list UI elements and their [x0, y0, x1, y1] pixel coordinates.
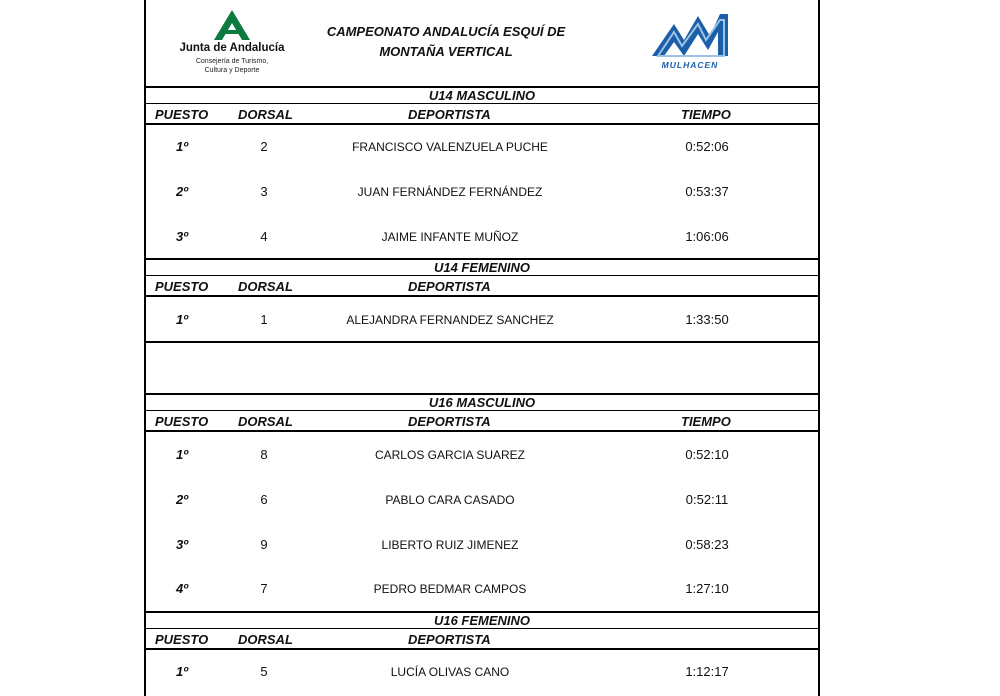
- time-cell: 0:52:06: [685, 139, 729, 154]
- mulhacen-logo: [648, 10, 734, 72]
- bib-cell: 9: [260, 537, 268, 552]
- section-title: U16 FEMENINO: [433, 613, 531, 628]
- bib-cell: 5: [260, 664, 268, 679]
- col-header-deportista: DEPORTISTA: [408, 107, 491, 122]
- row-divider: [144, 648, 820, 650]
- col-header-dorsal: DORSAL: [238, 632, 293, 647]
- col-header-puesto: PUESTO: [155, 107, 209, 122]
- row-divider: [144, 430, 820, 432]
- bib-cell: 2: [260, 139, 268, 154]
- position-cell: 1º: [176, 139, 188, 154]
- athlete-name-cell: LUCÍA OLIVAS CANO: [390, 665, 510, 679]
- row-divider: [144, 628, 820, 629]
- page-title: [316, 22, 576, 62]
- athlete-name-cell: PABLO CARA CASADO: [385, 493, 515, 507]
- bib-cell: 6: [260, 492, 268, 507]
- position-cell: 2º: [176, 492, 188, 507]
- section-title: U14 MASCULINO: [428, 88, 536, 103]
- section-title: U16 MASCULINO: [428, 395, 536, 410]
- col-header-puesto: PUESTO: [155, 414, 209, 429]
- position-cell: 3º: [176, 537, 188, 552]
- time-cell: 1:27:10: [685, 581, 729, 596]
- col-header-deportista: DEPORTISTA: [408, 414, 491, 429]
- position-cell: 3º: [176, 229, 188, 244]
- row-divider: [144, 295, 820, 297]
- col-header-dorsal: DORSAL: [238, 107, 293, 122]
- bib-cell: 4: [260, 229, 268, 244]
- athlete-name-cell: FRANCISCO VALENZUELA PUCHE: [352, 140, 548, 154]
- time-cell: 1:12:17: [685, 664, 729, 679]
- junta-name: Junta de Andalucía: [179, 42, 285, 54]
- position-cell: 2º: [176, 184, 188, 199]
- section-title: U14 FEMENINO: [433, 260, 531, 275]
- row-divider: [144, 123, 820, 125]
- col-header-tiempo: TIEMPO: [681, 414, 731, 429]
- time-cell: 0:52:11: [685, 492, 729, 507]
- time-cell: 0:58:23: [685, 537, 729, 552]
- row-divider: [144, 275, 820, 276]
- col-header-dorsal: DORSAL: [238, 279, 293, 294]
- col-header-puesto: PUESTO: [155, 632, 209, 647]
- athlete-name-cell: JUAN FERNÁNDEZ FERNÁNDEZ: [357, 185, 543, 199]
- time-cell: 1:06:06: [685, 229, 729, 244]
- mulhacen-mountain-icon: [648, 10, 734, 60]
- junta-andalucia-logo: [172, 8, 292, 74]
- mulhacen-word: MULHACEN: [661, 60, 719, 70]
- position-cell: 1º: [176, 312, 188, 327]
- time-cell: 0:52:10: [685, 447, 729, 462]
- position-cell: 1º: [176, 664, 188, 679]
- row-divider: [144, 410, 820, 411]
- col-header-puesto: PUESTO: [155, 279, 209, 294]
- junta-andalucia-a-icon: [172, 8, 292, 42]
- col-header-deportista: DEPORTISTA: [408, 279, 491, 294]
- time-cell: 1:33:50: [685, 312, 729, 327]
- bib-cell: 3: [260, 184, 268, 199]
- bib-cell: 1: [260, 312, 268, 327]
- junta-sub2: Cultura y Deporte: [204, 67, 260, 74]
- col-header-deportista: DEPORTISTA: [408, 632, 491, 647]
- col-header-tiempo: TIEMPO: [681, 107, 731, 122]
- bib-cell: 7: [260, 581, 268, 596]
- junta-sub1: Consejería de Turismo,: [195, 58, 269, 65]
- row-divider: [144, 103, 820, 104]
- athlete-name-cell: ALEJANDRA FERNANDEZ SANCHEZ: [346, 313, 554, 327]
- row-divider: [144, 341, 820, 343]
- title-line-1: CAMPEONATO ANDALUCÍA ESQUÍ DE: [326, 24, 566, 39]
- position-cell: 4º: [176, 581, 188, 596]
- athlete-name-cell: JAIME INFANTE MUÑOZ: [381, 230, 519, 244]
- bib-cell: 8: [260, 447, 268, 462]
- athlete-name-cell: PEDRO BEDMAR CAMPOS: [373, 582, 527, 596]
- col-header-dorsal: DORSAL: [238, 414, 293, 429]
- position-cell: 1º: [176, 447, 188, 462]
- time-cell: 0:53:37: [685, 184, 729, 199]
- athlete-name-cell: CARLOS GARCIA SUAREZ: [374, 448, 526, 462]
- title-line-2: MONTAÑA VERTICAL: [379, 44, 513, 59]
- athlete-name-cell: LIBERTO RUIZ JIMENEZ: [381, 538, 519, 552]
